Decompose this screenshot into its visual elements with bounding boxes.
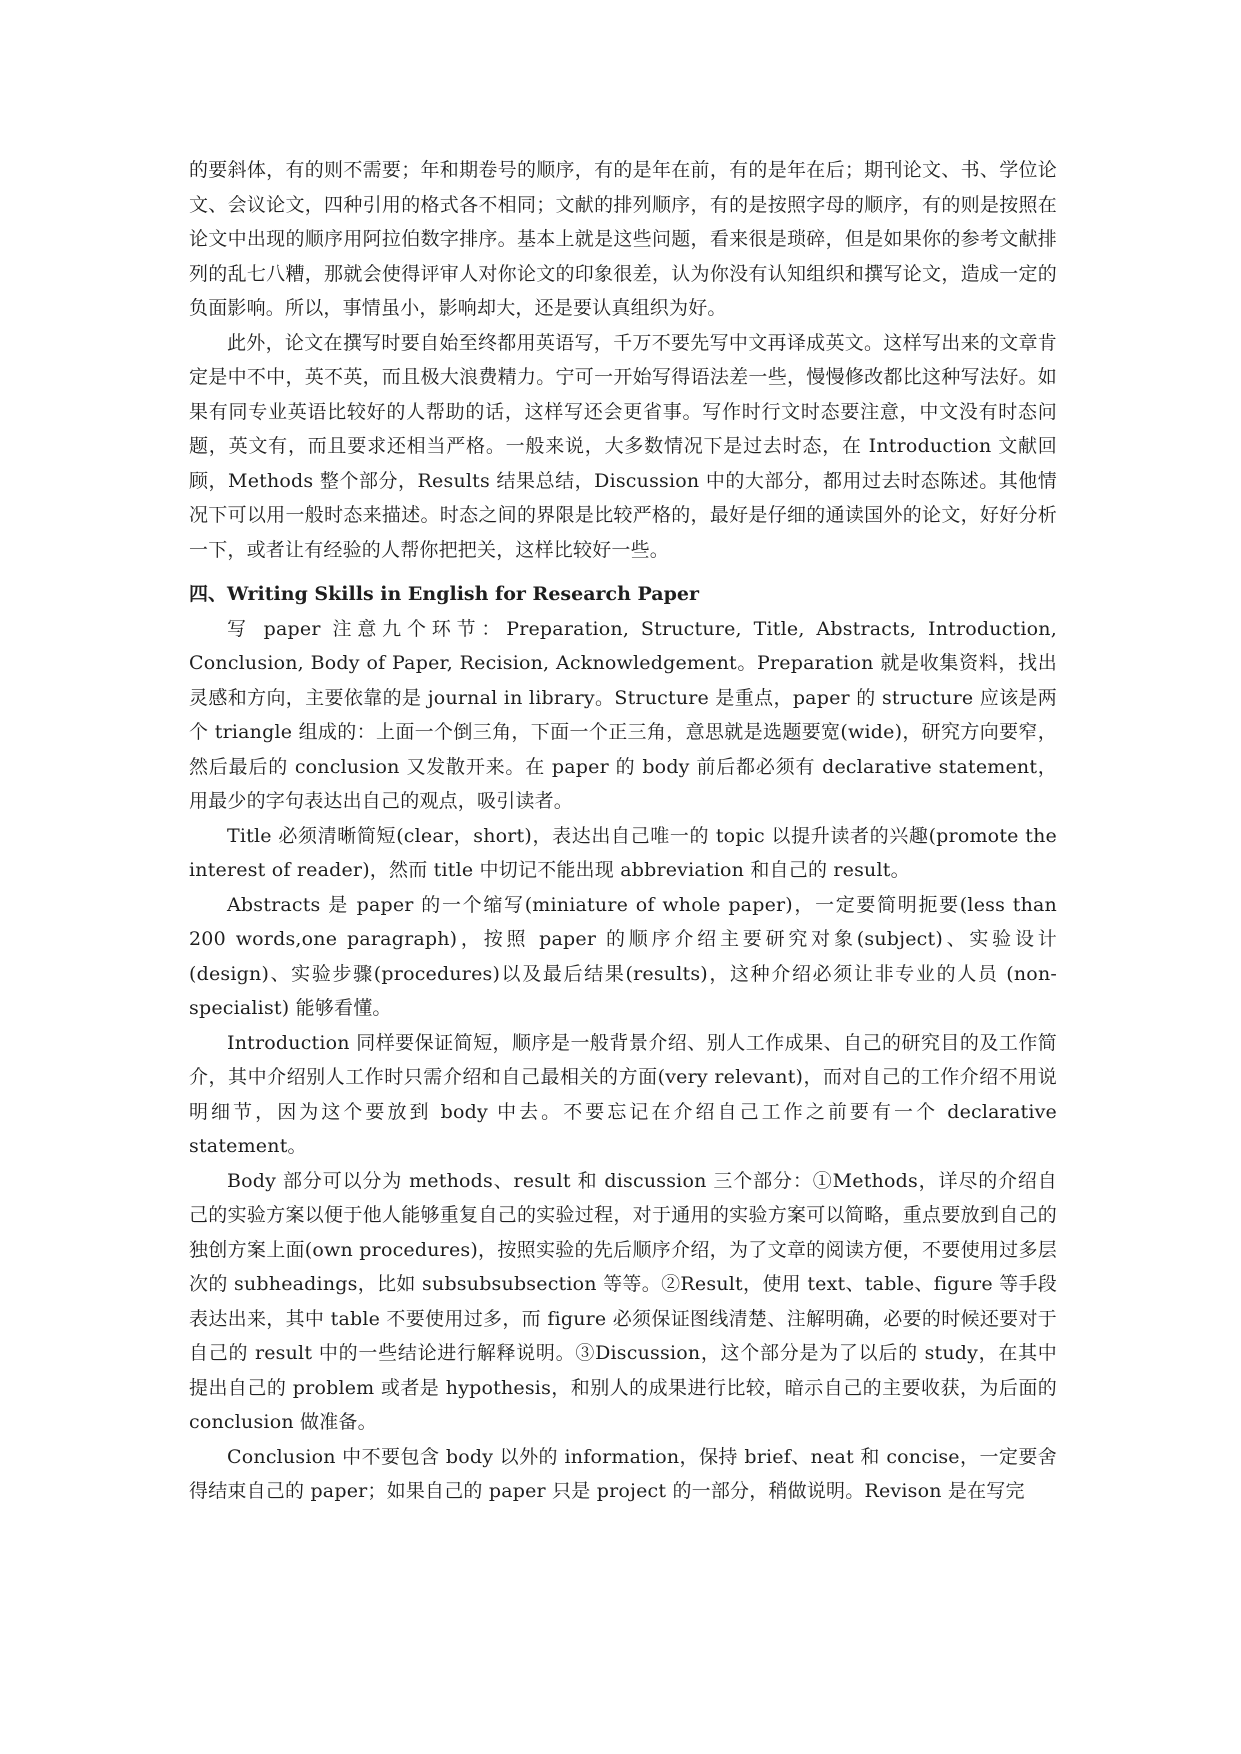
paragraph-references-format: 的要斜体，有的则不需要；年和期卷号的顺序，有的是年在前，有的是年在后；期刊论文、书、学位论文、会议论文，四种引用的格式各不相同；文献的排列顺序，有的是按照字母的顺序，有的则是按照在论文中出现的顺序用阿拉伯数字排序。基本上就是这些问题，看来很是琐碎，但是如果你的参考文献排列的乱七八糟，那就会使得评审人对你论文的印象很差，认为你没有认知组织和撰写论文，造成一定的负面影响。所以，事情虽小，影响却大，还是要认真组织为好。 (189, 159, 1057, 319)
paragraph-body: Body 部分可以分为 methods、result 和 discussion 三个部分：①Methods，详尽的介绍自己的实验方案以便于他人能够重复自己的实验过程，对于通用的实验方案可以简略，重点要放到自己的独创方案上面(own procedures)，按照实验的先后顺序介绍，为了文章的阅读方便，不要使用过多层次的 subheadings，比如 subsubsubsection 等等。②Result，使用 text、table、figure 等手段表达出来，其中 table 不要使用过多，而 figure 必须保证图线清楚、注解明确，必要的时候还要对于自己的 result 中的一些结论进行解释说明。③Discussion，这个部分是为了以后的 study，在其中提出自己的 problem 或者是 hypothesis，和别人的成果进行比较，暗示自己的主要收获，为后面的 conclusion 做准备。 (189, 1169, 1057, 1433)
paragraph-title: Title 必须清晰简短(clear，short)，表达出自己唯一的 topic 以提升读者的兴趣(promote the interest of reader)，然而 title 中切记不能出现 abbreviation 和自己的 result。 (189, 824, 1057, 881)
paragraph-conclusion: Conclusion 中不要包含 body 以外的 information，保持 brief、neat 和 concise，一定要舍得结束自己的 paper；如果自己的 paper 只是 project 的一部分，稍做说明。Revison 是在写完 (189, 1445, 1057, 1502)
paragraph-introduction: Introduction 同样要保证简短，顺序是一般背景介绍、别人工作成果、自己的研究目的及工作简介，其中介绍别人工作时只需介绍和自己最相关的方面(very relevant)，而对自己的工作介绍不用说明细节，因为这个要放到 body 中去。不要忘记在介绍自己工作之前要有一个 declarative statement。 (189, 1031, 1057, 1157)
paragraph-write-in-english: 此外，论文在撰写时要自始至终都用英语写，千万不要先写中文再译成英文。这样写出来的文章肯定是中不中，英不英，而且极大浪费精力。宁可一开始写得语法差一些，慢慢修改都比这种写法好。如果有同专业英语比较好的人帮助的话，这样写还会更省事。写作时行文时态要注意，中文没有时态问题，英文有，而且要求还相当严格。一般来说，大多数情况下是过去时态，在 Introduction 文献回顾，Methods 整个部分，Results 结果总结，Discussion 中的大部分，都用过去时态陈述。其他情况下可以用一般时态来描述。时态之间的界限是比较严格的，最好是仔细的通读国外的论文，好好分析一下，或者让有经验的人帮你把把关，这样比较好一些。 (189, 331, 1057, 561)
paragraph-abstracts: Abstracts 是 paper 的一个缩写(miniature of whole paper)，一定要简明扼要(less than 200 words,one paragraph)，按照 paper 的顺序介绍主要研究对象(subject)、实验设计(design)、实验步骤(procedures)以及最后结果(results)，这种介绍必须让非专业的人员 (non-specialist) 能够看懂。 (189, 893, 1057, 1019)
section-heading: 四、Writing Skills in English for Research Paper (189, 583, 699, 605)
paragraph-nine-steps: 写 paper 注意九个环节：Preparation, Structure, Title, Abstracts, Introduction, Conclusion, Body of Paper, Recision, Acknowledgement。Preparation 就是收集资料，找出灵感和方向，主要依靠的是 journal in library。Structure 是重点，paper 的 structure 应该是两个 triangle 组成的：上面一个倒三角，下面一个正三角，意思就是选题要宽(wide)，研究方向要窄，然后最后的 conclusion 又发散开来。在 paper 的 body 前后都必须有 declarative statement，用最少的字句表达出自己的观点，吸引读者。 (189, 617, 1057, 812)
document-body (189, 153, 1057, 1509)
